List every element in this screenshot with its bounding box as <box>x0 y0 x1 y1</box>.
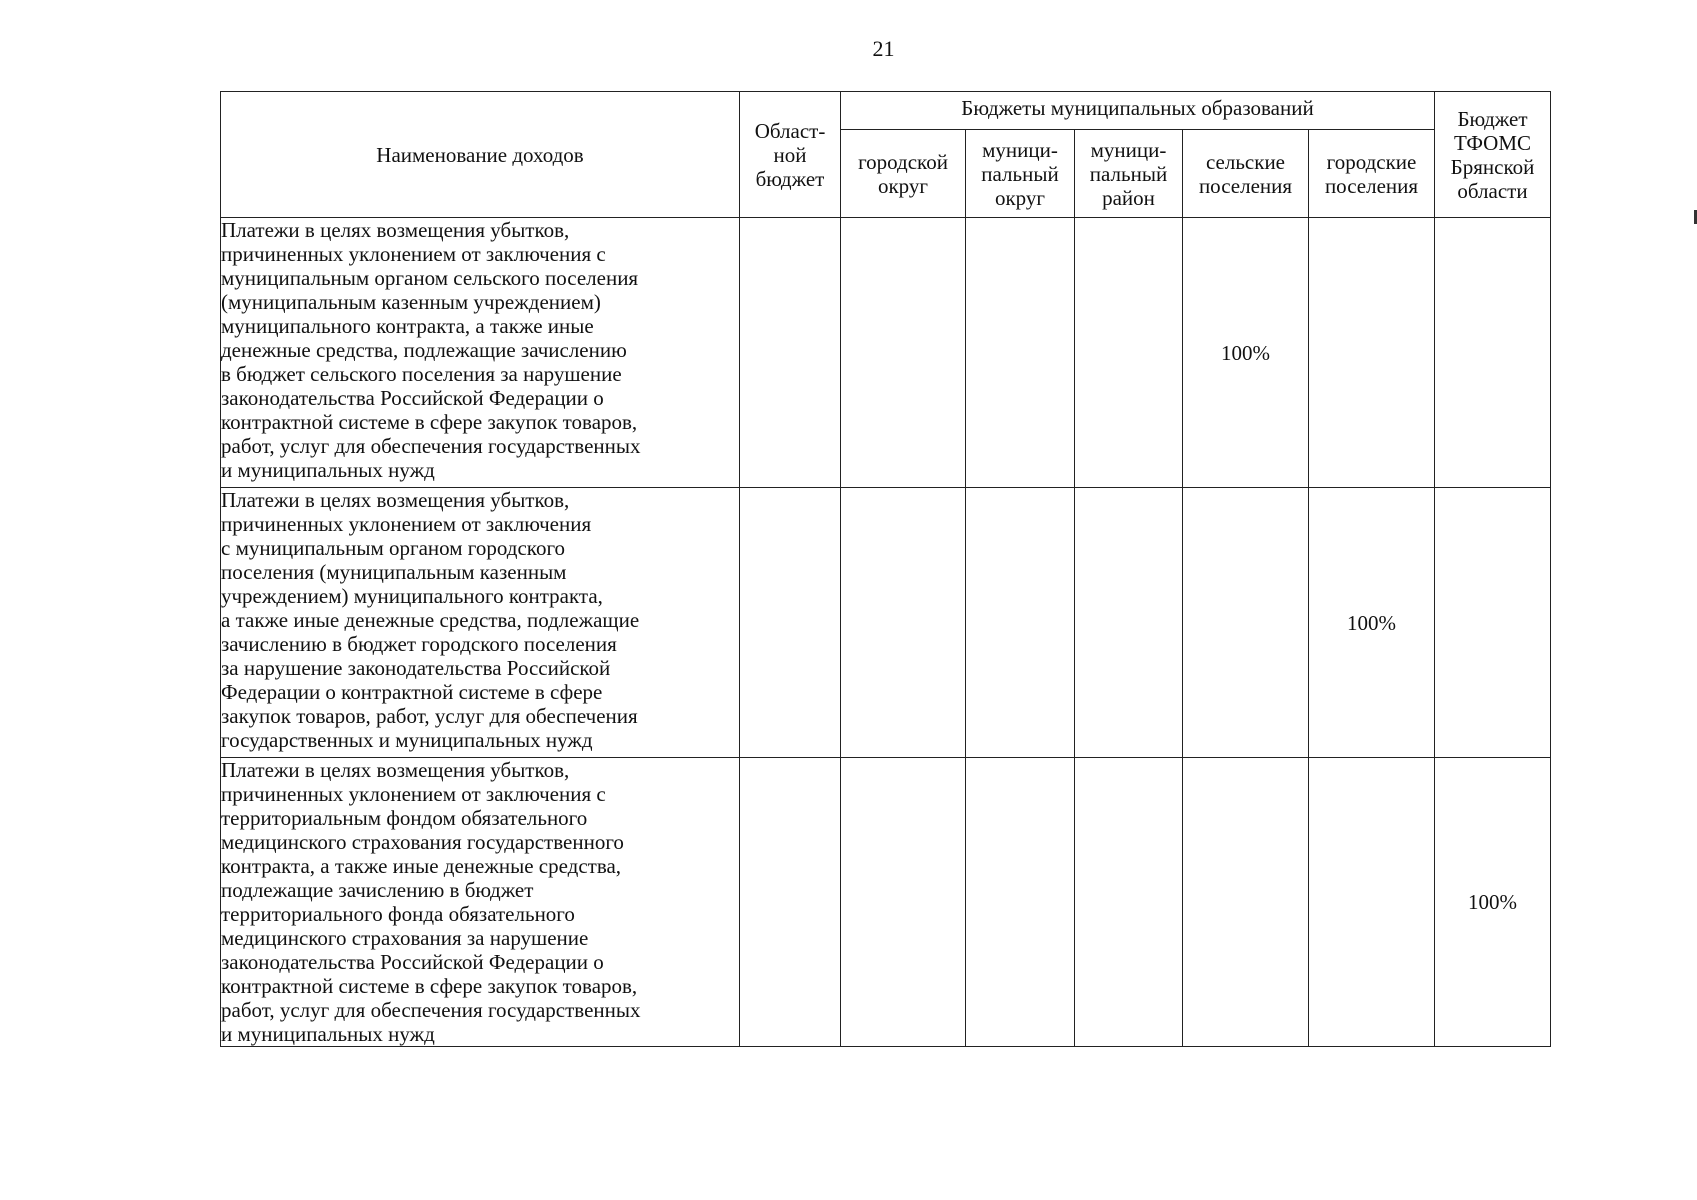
revenue-distribution-table <box>220 91 1551 1047</box>
header-municipal-district: муници- пальный округ <box>966 130 1075 218</box>
urban-settlements-cell <box>1309 758 1435 1047</box>
header-urban-settlements: городские поселения <box>1309 130 1435 218</box>
table-row <box>221 758 1551 1047</box>
rural-settlements-cell: 100% <box>1183 218 1309 488</box>
tfoms-budget-cell <box>1435 488 1551 758</box>
municipal-district-cell <box>966 488 1075 758</box>
header-regional-budget: Област- ной бюджет <box>740 92 841 218</box>
tfoms-budget-cell <box>1435 218 1551 488</box>
header-tfoms-budget: Бюджет ТФОМС Брянской области <box>1435 92 1551 218</box>
header-revenue-name: Наименование доходов <box>221 92 740 218</box>
regional-budget-cell <box>740 758 841 1047</box>
revenue-name: Платежи в целях возмещения убытков, причиненных уклонением от заключения с муниципальным органом городского поселения (муниципальным казенным учреждением) муниципального контракта, а также иные денежные средства, подлежащие зачислению в бюджет городского поселения за нарушение законодательства Российской Федерации о контрактной системе в сфере закупок товаров, работ, услуг для обеспечения государственных и муниципальных нужд <box>221 488 740 758</box>
city-district-cell <box>841 218 966 488</box>
municipal-region-cell <box>1075 488 1183 758</box>
regional-budget-cell <box>740 488 841 758</box>
city-district-cell <box>841 758 966 1047</box>
municipal-district-cell <box>966 218 1075 488</box>
regional-budget-cell <box>740 218 841 488</box>
header-municipal-region: муници- пальный район <box>1075 130 1183 218</box>
city-district-cell <box>841 488 966 758</box>
municipal-district-cell <box>966 758 1075 1047</box>
header-municipal-budgets: Бюджеты муниципальных образований <box>841 92 1435 130</box>
table-row <box>221 488 1551 758</box>
header-city-district: городской округ <box>841 130 966 218</box>
revenue-name: Платежи в целях возмещения убытков, причиненных уклонением от заключения с муниципальным органом сельского поселения (муниципальным казенным учреждением) муниципального контракта, а также иные денежные средства, подлежащие зачислению в бюджет сельского поселения за нарушение законодательства Российской Федерации о контрактной системе в сфере закупок товаров, работ, услуг для обеспечения государственных и муниципальных нужд <box>221 218 740 488</box>
tfoms-budget-cell: 100% <box>1435 758 1551 1047</box>
urban-settlements-cell <box>1309 218 1435 488</box>
page-number: 21 <box>872 36 895 61</box>
municipal-region-cell <box>1075 758 1183 1047</box>
header-rural-settlements: сельские поселения <box>1183 130 1309 218</box>
rural-settlements-cell <box>1183 758 1309 1047</box>
table-row <box>221 218 1551 488</box>
revenue-name: Платежи в целях возмещения убытков, причиненных уклонением от заключения с территориальным фондом обязательного медицинского страхования государственного контракта, а также иные денежные средства, подлежащие зачислению в бюджет территориального фонда обязательного медицинского страхования за нарушение законодательства Российской Федерации о контрактной системе в сфере закупок товаров, работ, услуг для обеспечения государственных и муниципальных нужд <box>221 758 740 1047</box>
municipal-region-cell <box>1075 218 1183 488</box>
urban-settlements-cell: 100% <box>1309 488 1435 758</box>
rural-settlements-cell <box>1183 488 1309 758</box>
